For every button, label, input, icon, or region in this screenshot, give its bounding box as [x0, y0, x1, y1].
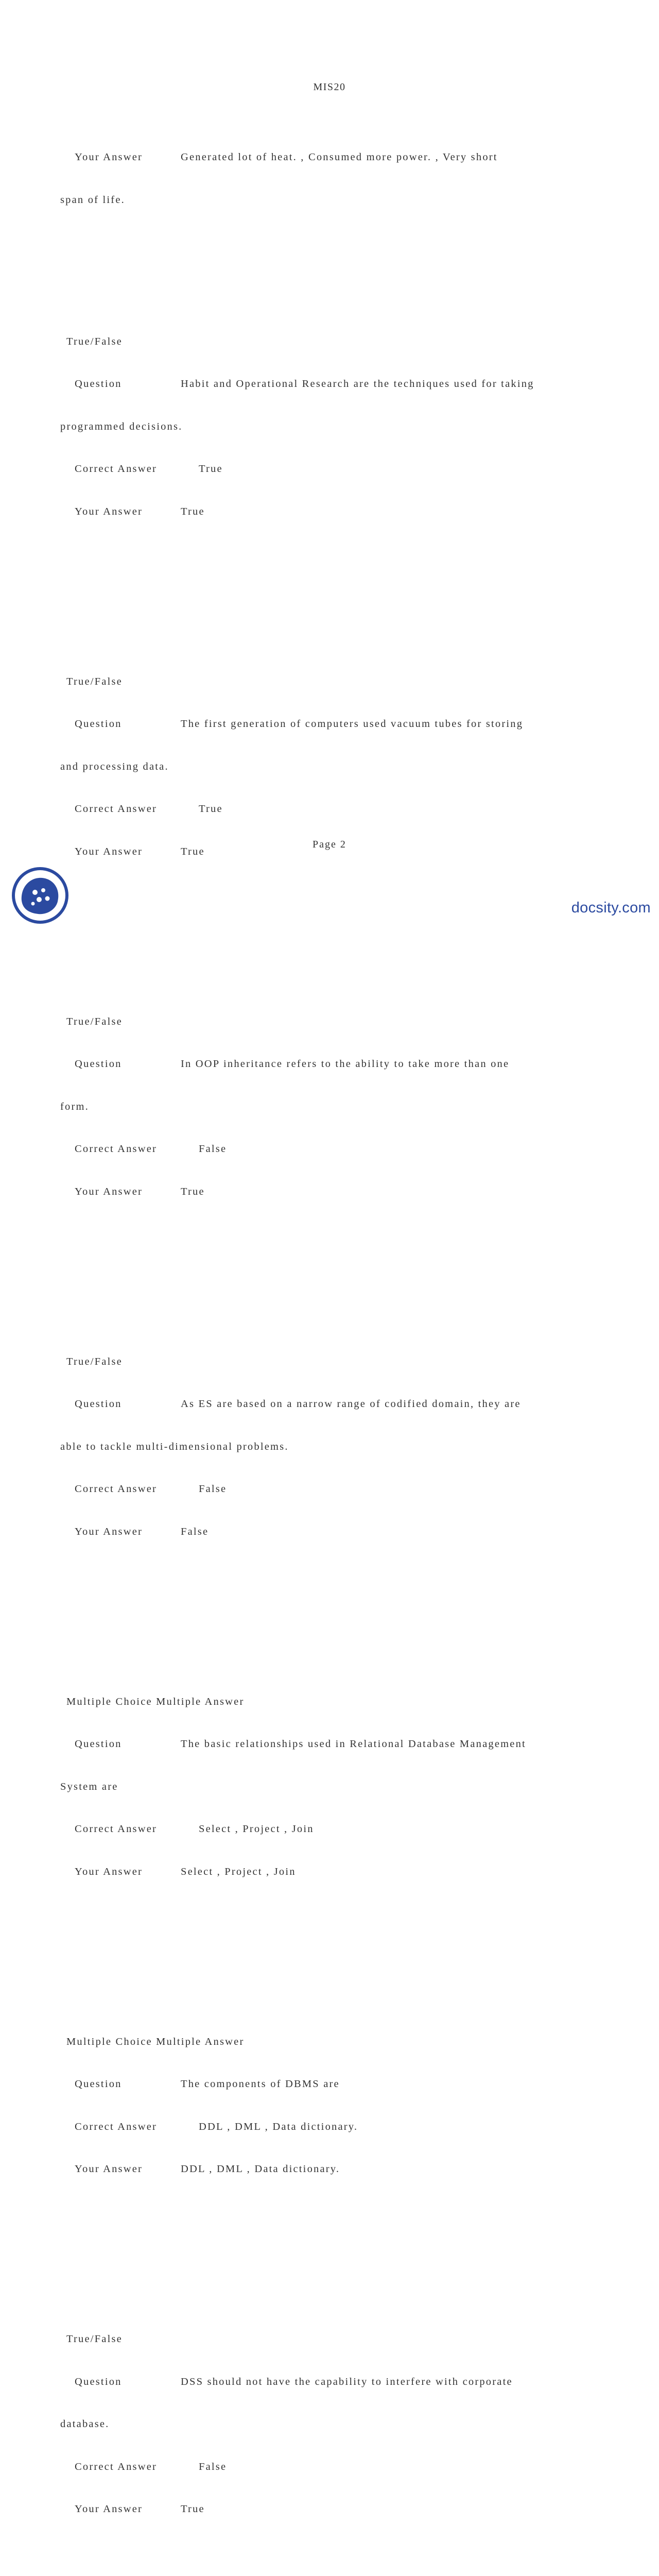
correct-answer-line [60, 1482, 601, 1497]
question-continuation: programmed decisions. [60, 420, 183, 432]
page-header-title: MIS20 [313, 81, 346, 93]
your-answer-line [60, 505, 601, 519]
correct-answer-line [60, 2460, 601, 2475]
docsity-logo-icon[interactable] [10, 866, 70, 925]
your-answer-value: True [181, 2503, 205, 2515]
correct-answer-line [60, 2120, 601, 2134]
question-text: Habit and Operational Research are the techniques used for taking [181, 378, 534, 389]
your-answer-line [60, 1525, 601, 1539]
correct-answer-label: Correct Answer [75, 803, 158, 815]
question-text: As ES are based on a narrow range of codified domain, they are [181, 1398, 521, 1410]
correct-answer-value: True [199, 463, 223, 474]
your-answer-label: Your Answer [75, 2163, 143, 2175]
your-answer-value: True [181, 505, 205, 517]
correct-answer-value: True [199, 803, 223, 815]
correct-answer-value: False [199, 2461, 227, 2472]
question-continuation: System are [60, 1781, 118, 1792]
question-line [60, 1397, 601, 1412]
your-answer-label: Your Answer [75, 1866, 143, 1877]
correct-answer-line [60, 462, 601, 477]
quiz-item [60, 2007, 601, 2248]
your-answer-line [60, 1865, 601, 1879]
your-answer-value: Select , Project , Join [181, 1866, 296, 1877]
docsity-brand-link[interactable]: docsity.com [571, 900, 651, 916]
correct-answer-label: Correct Answer [75, 2121, 158, 2132]
your-answer-label: Your Answer [75, 1185, 143, 1197]
correct-answer-value: Select , Project , Join [199, 1823, 314, 1835]
question-continuation: able to tackle multi-dimensional problems. [60, 1440, 289, 1452]
question-type: True/False [66, 2333, 123, 2345]
correct-answer-line [60, 1142, 601, 1157]
your-answer-value: DDL , DML , Data dictionary. [181, 2163, 340, 2175]
correct-answer-label: Correct Answer [75, 1823, 158, 1835]
quiz-item [60, 2304, 601, 2576]
question-line [60, 2077, 601, 2092]
question-type: Multiple Choice Multiple Answer [66, 1696, 245, 1707]
question-label: Question [75, 2376, 122, 2387]
correct-answer-label: Correct Answer [75, 1483, 158, 1495]
your-answer-value: False [181, 1526, 209, 1537]
question-text: In OOP inheritance refers to the ability to take more than one [181, 1058, 510, 1070]
question-label: Question [75, 1398, 122, 1410]
question-continuation: form. [60, 1100, 89, 1112]
correct-answer-value: False [199, 1483, 227, 1495]
question-text: The components of DBMS are [181, 2078, 340, 2090]
question-line [60, 377, 601, 392]
question-label: Question [75, 1058, 122, 1070]
quiz-content [60, 94, 601, 2576]
your-answer-label: Your Answer [75, 2503, 143, 2515]
quiz-item [60, 1327, 601, 1610]
question-type: True/False [66, 675, 123, 687]
question-type: True/False [66, 1015, 123, 1027]
your-answer-label: Your Answer [75, 845, 143, 857]
correct-answer-label: Correct Answer [75, 1143, 158, 1155]
your-answer-line [60, 2162, 601, 2177]
question-type: True/False [66, 335, 123, 347]
correct-answer-line [60, 1822, 601, 1837]
question-text: The basic relationships used in Relational Database Management [181, 1738, 526, 1750]
intro-answer-continuation: span of life. [60, 194, 125, 206]
your-answer-label: Your Answer [75, 151, 143, 163]
quiz-item [60, 987, 601, 1270]
correct-answer-value: False [199, 1143, 227, 1155]
question-text: DSS should not have the capability to interfere with corporate [181, 2376, 513, 2387]
your-answer-label: Your Answer [75, 505, 143, 517]
question-type: Multiple Choice Multiple Answer [66, 2036, 245, 2047]
intro-answer-line [60, 150, 601, 165]
question-label: Question [75, 2078, 122, 2090]
quiz-item [60, 307, 601, 590]
question-label: Question [75, 378, 122, 389]
your-answer-line [60, 2502, 601, 2517]
correct-answer-label: Correct Answer [75, 463, 158, 474]
question-continuation: and processing data. [60, 760, 169, 772]
question-line [60, 2375, 601, 2389]
question-continuation: database. [60, 2418, 110, 2430]
question-line [60, 1737, 601, 1752]
your-answer-value: True [181, 1185, 205, 1197]
question-label: Question [75, 1738, 122, 1750]
correct-answer-value: DDL , DML , Data dictionary. [199, 2121, 358, 2132]
your-answer-label: Your Answer [75, 1526, 143, 1537]
question-line [60, 1057, 601, 1072]
question-label: Question [75, 718, 122, 730]
quiz-item [60, 1667, 601, 1950]
correct-answer-line [60, 802, 601, 817]
question-type: True/False [66, 1355, 123, 1367]
question-line [60, 717, 601, 732]
quiz-item [60, 647, 601, 930]
correct-answer-label: Correct Answer [75, 2461, 158, 2472]
page-number: Page 2 [313, 839, 346, 850]
intro-answer-text: Generated lot of heat. , Consumed more power. , Very short [181, 151, 498, 163]
your-answer-value: True [181, 845, 205, 857]
your-answer-line [60, 1185, 601, 1199]
question-text: The first generation of computers used vacuum tubes for storing [181, 718, 524, 730]
